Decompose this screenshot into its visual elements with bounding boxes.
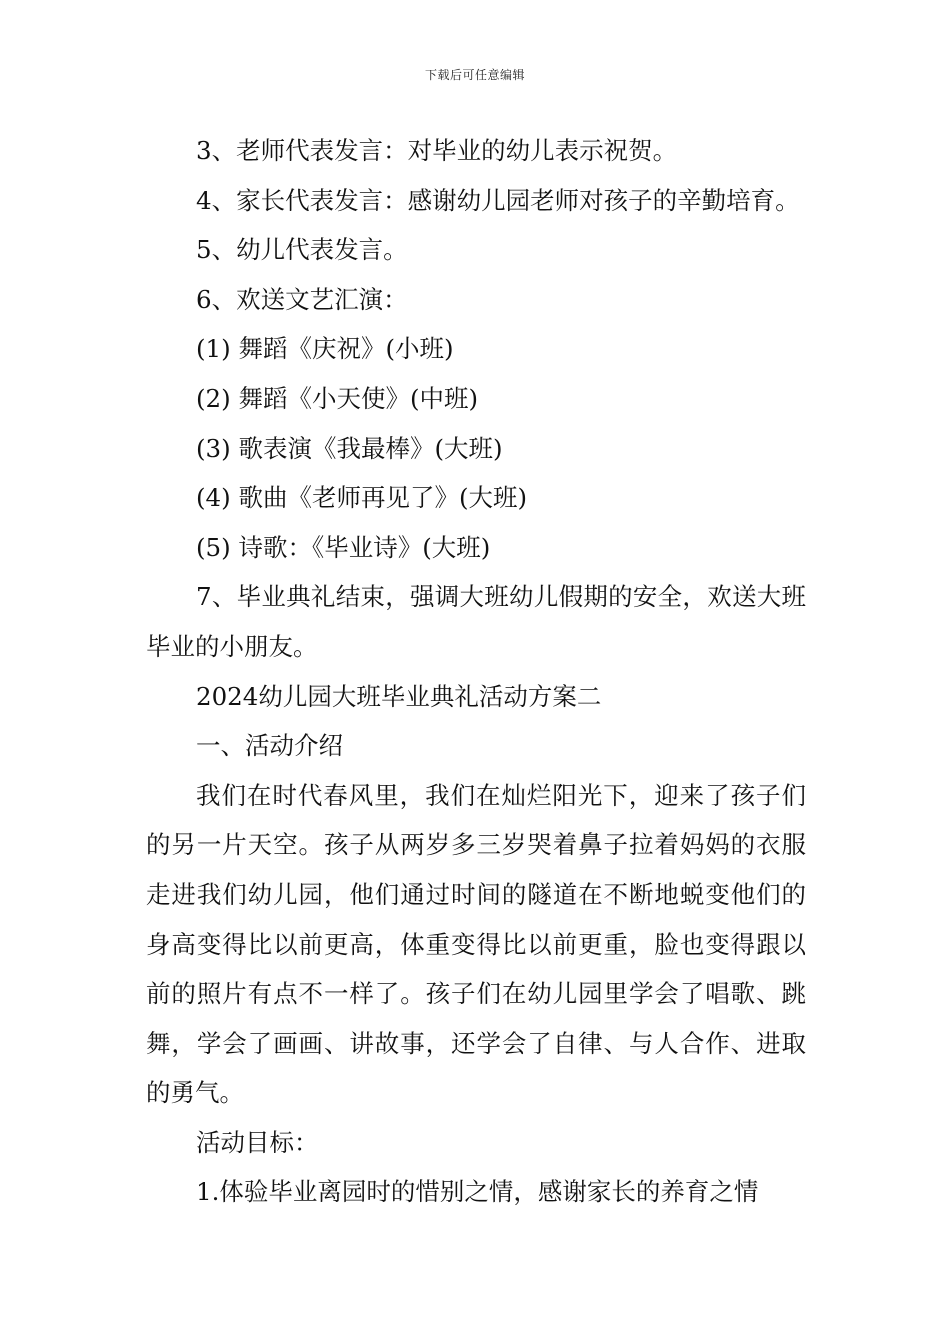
program-item: (1) 舞蹈《庆祝》(小班): [196, 334, 454, 364]
document-body: [146, 126, 806, 1217]
header-note: 下载后可任意编辑: [424, 68, 525, 82]
program-item: (5) 诗歌：《毕业诗》(大班): [196, 532, 491, 562]
goal-item: 1.体验毕业离园时的惜别之情，感谢家长的养育之情: [196, 1177, 759, 1207]
text-line: 3、老师代表发言：对毕业的幼儿表示祝贺。: [196, 136, 678, 165]
intro-paragraph: 我们在时代春风里，我们在灿烂阳光下，迎来了孩子们的另一片天空。孩子从两岁多三岁哭着鼻子拉着妈妈的衣服走进我们幼儿园，他们通过时间的隧道在不断地蜕变他们的身高变得比以前更高，体重变得比以前更重，脸也变得跟以前的照片有点不一样了。孩子们在幼儿园里学会了唱歌、跳舞，学会了画画、讲故事，还学会了自律、与人合作、进取的勇气。: [146, 780, 806, 1108]
text-line: 6、欢送文艺汇演：: [196, 284, 408, 314]
closing-paragraph: 7、毕业典礼结束，强调大班幼儿假期的安全，欢送大班毕业的小朋友。: [146, 582, 806, 661]
goals-heading: 活动目标：: [196, 1127, 319, 1157]
program-item: (3) 歌表演《我最棒》(大班): [196, 433, 503, 463]
text-line: 4、家长代表发言：感谢幼儿园老师对孩子的辛勤培育。: [196, 185, 800, 215]
program-item: (4) 歌曲《老师再见了》(大班): [196, 483, 528, 513]
section-heading: 一、活动介绍: [196, 731, 343, 761]
program-item: (2) 舞蹈《小天使》(中班): [196, 383, 479, 413]
text-line: 5、幼儿代表发言。: [196, 235, 408, 265]
plan-title: 2024幼儿园大班毕业典礼活动方案二: [196, 681, 602, 711]
